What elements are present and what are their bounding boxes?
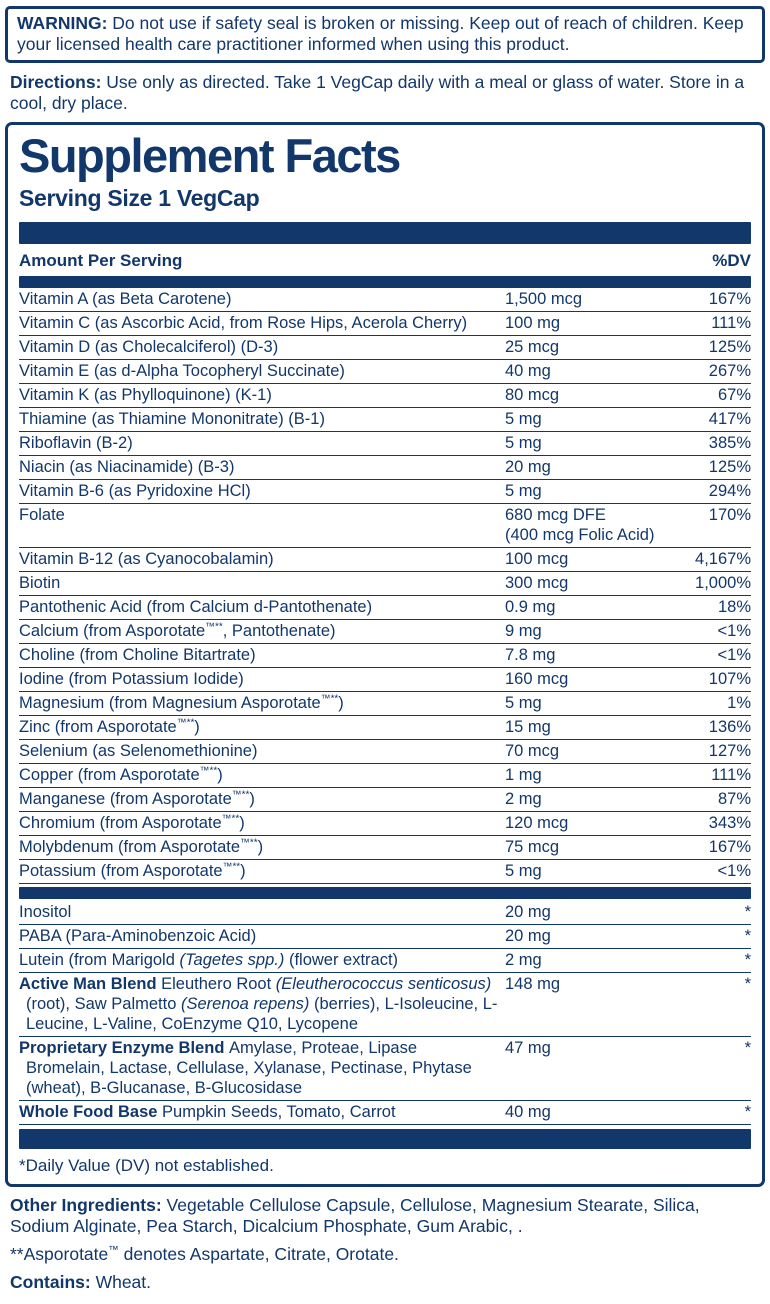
nutrient-name	[19, 926, 505, 946]
text-segment: ™**	[240, 837, 258, 849]
nutrient-amount	[505, 505, 681, 545]
nutrient-name	[19, 902, 505, 922]
supplement-facts-panel	[5, 122, 765, 1187]
nutrient-name	[19, 361, 505, 381]
table-row	[19, 596, 751, 620]
dv-label: %DV	[712, 250, 751, 270]
text-segment: )	[239, 813, 245, 832]
nutrient-dv: 167%	[708, 837, 751, 856]
text-segment: Contains:	[10, 1271, 96, 1292]
text-segment: Vitamin A (as Beta Carotene)	[19, 289, 232, 308]
text-segment: Biotin	[19, 573, 61, 592]
table-row	[19, 548, 751, 572]
nutrient-name	[19, 337, 505, 357]
asporotate-note	[10, 1244, 760, 1265]
nutrient-name	[19, 433, 505, 453]
text-segment: Vitamin B-6 (as Pyridoxine HCl)	[19, 481, 251, 500]
table-row	[19, 764, 751, 788]
text-segment: WARNING:	[17, 13, 113, 33]
nutrient-dv: 67%	[717, 385, 751, 404]
text-segment: )	[249, 789, 255, 808]
nutrient-dv: 1,000%	[695, 573, 751, 592]
nutrient-name	[19, 597, 505, 617]
text-segment: (Tagetes spp.)	[179, 950, 285, 969]
nutrient-amount	[505, 950, 681, 970]
table-row	[19, 288, 751, 312]
text-segment: PABA (Para-Aminobenzoic Acid)	[19, 926, 257, 945]
table-row	[19, 384, 751, 408]
nutrient-amount	[505, 741, 681, 761]
nutrient-name	[19, 313, 505, 333]
text-segment: ™**	[222, 861, 241, 873]
nutrient-name	[19, 289, 505, 309]
nutrient-amount	[505, 481, 681, 501]
nutrient-dv: 385%	[708, 433, 751, 452]
nutrient-name	[19, 974, 505, 1034]
table-row	[19, 740, 751, 764]
nutrient-name	[19, 549, 505, 569]
amount-line: 680 mcg DFE	[505, 505, 606, 524]
amount-line: (400 mcg Folic Acid)	[505, 525, 655, 544]
amount-line: 2 mg	[505, 789, 542, 808]
table-row	[19, 336, 751, 360]
nutrient-amount	[505, 837, 681, 857]
nutrient-dv: <1%	[717, 645, 751, 664]
nutrient-amount	[505, 289, 681, 309]
table-row	[19, 812, 751, 836]
amount-line: 300 mcg	[505, 573, 569, 592]
nutrient-dv: 267%	[708, 361, 751, 380]
nutrient-name	[19, 481, 505, 501]
table-row	[19, 860, 751, 884]
nutrient-dv: 136%	[708, 717, 751, 736]
nutrient-dv: 125%	[708, 457, 751, 476]
nutrient-dv: 127%	[708, 741, 751, 760]
text-segment: Selenium (as Selenomethionine)	[19, 741, 258, 760]
panel-title: Supplement Facts	[19, 129, 400, 182]
nutrient-name	[19, 717, 505, 737]
nutrient-dv: *	[744, 1038, 751, 1057]
text-segment: Copper (from Asporotate	[19, 765, 200, 784]
text-segment: Niacin (as Niacinamide) (B-3)	[19, 457, 235, 476]
table-row	[19, 620, 751, 644]
text-segment: Vegetable Cellulose Capsule, Cellulose, Magnesium Stearate, Silica, Sodium Alginate, Pea Starch, Dicalcium Phosphate, Gum Arabic, .	[10, 1194, 700, 1236]
amount-line: 0.9 mg	[505, 597, 556, 616]
amount-line: 20 mg	[505, 926, 551, 945]
table-row	[19, 456, 751, 480]
nutrient-name	[19, 457, 505, 477]
nutrient-amount	[505, 645, 681, 665]
text-segment: Vitamin K (as Phylloquinone) (K-1)	[19, 385, 272, 404]
nutrient-dv: <1%	[717, 861, 751, 880]
text-segment: Amylase, Proteae, Lipase Bromelain, Lactase, Cellulase, Xylanase, Pectinase, Phytase (wheat), B-Glucanase, B-Glucosidase	[26, 1038, 472, 1097]
text-segment: (berries), L-Isoleucine, L-Leucine, L-Valine, CoEnzyme Q10, Lycopene	[26, 994, 498, 1033]
amount-line: 5 mg	[505, 693, 542, 712]
nutrient-amount	[505, 902, 681, 922]
nutrient-dv: 125%	[708, 337, 751, 356]
text-segment: Potassium (from Asporotate	[19, 861, 223, 880]
text-segment: )	[194, 717, 200, 736]
nutrient-dv: 111%	[711, 765, 751, 784]
table-row	[19, 901, 751, 925]
nutrient-dv: 111%	[711, 313, 751, 332]
table-row	[19, 692, 751, 716]
nutrient-name	[19, 813, 505, 833]
table-row	[19, 432, 751, 456]
text-segment: Manganese (from Asporotate	[19, 789, 232, 808]
nutrient-name	[19, 789, 505, 809]
divider-bar-header	[19, 276, 751, 288]
warning-box	[5, 6, 765, 63]
amount-line: 160 mcg	[505, 669, 569, 688]
amount-line: 47 mg	[505, 1038, 551, 1057]
table-row	[19, 572, 751, 596]
nutrient-dv: *	[744, 974, 751, 993]
nutrient-dv: 4,167%	[695, 549, 751, 568]
other-ingredients-text	[10, 1195, 760, 1237]
table-row	[19, 504, 751, 548]
amount-line: 5 mg	[505, 409, 542, 428]
text-segment: **Asporotate	[10, 1243, 109, 1264]
text-segment: Active Man Blend	[19, 974, 162, 993]
nutrient-amount	[505, 573, 681, 593]
text-segment: Vitamin B-12 (as Cyanocobalamin)	[19, 549, 274, 568]
table-row	[19, 949, 751, 973]
nutrient-amount	[505, 813, 681, 833]
text-segment: ™**	[205, 621, 223, 633]
text-segment: Magnesium (from Magnesium Asporotate	[19, 693, 321, 712]
nutrient-dv: <1%	[717, 621, 751, 640]
nutrient-dv: 294%	[708, 481, 751, 500]
amount-line: 20 mg	[505, 457, 551, 476]
amount-line: 80 mcg	[505, 385, 560, 404]
amount-line: 70 mcg	[505, 741, 560, 760]
nutrient-name	[19, 669, 505, 689]
amount-line: 7.8 mg	[505, 645, 556, 664]
nutrient-amount	[505, 621, 681, 641]
nutrient-name	[19, 621, 505, 641]
divider-bar-bottom	[19, 1129, 751, 1149]
text-segment: ™**	[320, 693, 339, 705]
nutrient-name	[19, 950, 505, 970]
text-segment: denotes Aspartate, Citrate, Orotate.	[118, 1243, 399, 1264]
table-row	[19, 716, 751, 740]
amount-line: 5 mg	[505, 861, 542, 880]
nutrient-name	[19, 693, 505, 713]
amount-line: 1,500 mcg	[505, 289, 583, 308]
nutrient-amount	[505, 549, 681, 569]
nutrient-dv: *	[744, 1102, 751, 1121]
amount-line: 5 mg	[505, 481, 542, 500]
table-row	[19, 1037, 751, 1101]
text-segment: Whole Food Base	[19, 1102, 163, 1121]
amount-line: 100 mcg	[505, 549, 569, 568]
text-segment: Eleuthero Root	[161, 974, 276, 993]
amount-line: 148 mg	[505, 974, 561, 993]
nutrient-name	[19, 741, 505, 761]
text-segment: ™**	[221, 813, 240, 825]
nutrient-name	[19, 385, 505, 405]
directions-text	[10, 72, 760, 114]
nutrient-name	[19, 837, 505, 857]
text-segment: Vitamin D (as Cholecalciferol) (D-3)	[19, 337, 279, 356]
nutrient-dv: 170%	[708, 505, 751, 524]
amount-line: 120 mcg	[505, 813, 569, 832]
nutrient-amount	[505, 1102, 681, 1122]
nutrient-name	[19, 645, 505, 665]
amount-line: 2 mg	[505, 950, 542, 969]
nutrient-amount	[505, 597, 681, 617]
text-segment: (Eleutherococcus senticosus)	[275, 974, 492, 993]
nutrient-table	[19, 288, 751, 1125]
table-row	[19, 408, 751, 432]
nutrient-dv: 343%	[708, 813, 751, 832]
divider-bar-top	[19, 222, 751, 244]
amount-line: 15 mg	[505, 717, 551, 736]
nutrient-name	[19, 861, 505, 881]
text-segment: Riboflavin (B-2)	[19, 433, 133, 452]
amount-line: 25 mcg	[505, 337, 560, 356]
nutrient-dv: 167%	[708, 289, 751, 308]
table-header-row	[19, 247, 751, 276]
amount-line: 9 mg	[505, 621, 542, 640]
amount-line: 40 mg	[505, 1102, 551, 1121]
nutrient-amount	[505, 693, 681, 713]
amount-line: 100 mg	[505, 313, 561, 332]
nutrient-name	[19, 765, 505, 785]
text-segment: Directions:	[10, 72, 107, 92]
dv-footnote: *Daily Value (DV) not established.	[19, 1155, 274, 1175]
text-segment: Use only as directed. Take 1 VegCap daily with a meal or glass of water. Store in a cool, dry place.	[10, 72, 745, 113]
text-segment: ™**	[176, 717, 195, 729]
nutrient-dv: 87%	[717, 789, 751, 808]
text-segment: (flower extract)	[284, 950, 399, 969]
nutrient-dv: 18%	[717, 597, 751, 616]
footer-notes	[10, 1195, 760, 1293]
nutrient-dv: 1%	[727, 693, 751, 712]
table-row	[19, 925, 751, 949]
amount-line: 1 mg	[505, 765, 542, 784]
text-segment: Vitamin E (as d-Alpha Tocopheryl Succinate)	[19, 361, 345, 380]
text-segment: )	[257, 837, 264, 856]
text-segment: Molybdenum (from Asporotate	[19, 837, 241, 856]
text-segment: Do not use if safety seal is broken or missing. Keep out of reach of children. Keep your licensed health care practitioner informed when using this product.	[17, 13, 744, 54]
nutrient-amount	[505, 1038, 681, 1098]
text-segment: Wheat.	[95, 1271, 152, 1292]
nutrient-dv: *	[744, 902, 751, 921]
nutrient-name	[19, 1038, 505, 1098]
text-segment: Folate	[19, 505, 65, 524]
text-segment: Zinc (from Asporotate	[19, 717, 177, 736]
text-segment: )	[338, 693, 344, 712]
contains-text	[10, 1272, 760, 1293]
nutrient-amount	[505, 669, 681, 689]
nutrient-dv: *	[744, 950, 751, 969]
text-segment: ™**	[199, 765, 218, 777]
table-row	[19, 644, 751, 668]
nutrient-name	[19, 409, 505, 429]
nutrient-amount	[505, 457, 681, 477]
nutrient-amount	[505, 861, 681, 881]
text-segment: Pumpkin Seeds, Tomato, Carrot	[162, 1102, 396, 1121]
table-row	[19, 668, 751, 692]
nutrient-dv: *	[744, 926, 751, 945]
amount-line: 20 mg	[505, 902, 551, 921]
table-row	[19, 360, 751, 384]
text-segment: )	[217, 765, 223, 784]
text-segment: Inositol	[19, 902, 72, 921]
table-row	[19, 480, 751, 504]
nutrient-amount	[505, 409, 681, 429]
table-row	[19, 836, 751, 860]
amount-line: 40 mg	[505, 361, 551, 380]
text-segment: (Serenoa repens)	[180, 994, 310, 1013]
text-segment: Chromium (from Asporotate	[19, 813, 222, 832]
nutrient-amount	[505, 765, 681, 785]
text-segment: Proprietary Enzyme Blend	[19, 1038, 229, 1057]
text-segment: )	[240, 861, 246, 880]
nutrient-amount	[505, 789, 681, 809]
nutrient-amount	[505, 926, 681, 946]
text-segment: , Pantothenate)	[222, 621, 336, 640]
nutrient-amount	[505, 717, 681, 737]
text-segment: Calcium (from Asporotate	[19, 621, 206, 640]
text-segment: Pantothenic Acid (from Calcium d-Pantothenate)	[19, 597, 373, 616]
nutrient-amount	[505, 433, 681, 453]
nutrient-name	[19, 505, 505, 545]
nutrient-amount	[505, 361, 681, 381]
nutrient-amount	[505, 974, 681, 1034]
text-segment: Lutein (from Marigold	[19, 950, 180, 969]
nutrient-amount	[505, 337, 681, 357]
text-segment: Thiamine (as Thiamine Mononitrate) (B-1)	[19, 409, 325, 428]
text-segment: ™**	[231, 789, 250, 801]
nutrient-dv: 417%	[708, 409, 751, 428]
text-segment: (root), Saw Palmetto	[26, 994, 181, 1013]
warning-text	[17, 13, 744, 54]
text-segment: Vitamin C (as Ascorbic Acid, from Rose Hips, Acerola Cherry)	[19, 313, 468, 332]
table-row	[19, 973, 751, 1037]
table-row	[19, 312, 751, 336]
nutrient-amount	[505, 313, 681, 333]
serving-size: Serving Size 1 VegCap	[19, 184, 260, 211]
nutrient-name	[19, 573, 505, 593]
nutrient-name	[19, 1102, 505, 1122]
table-row	[19, 1101, 751, 1125]
text-segment: ™	[108, 1244, 119, 1257]
amount-line: 75 mcg	[505, 837, 560, 856]
amount-per-serving-label: Amount Per Serving	[19, 250, 183, 270]
amount-line: 5 mg	[505, 433, 542, 452]
text-segment: Iodine (from Potassium Iodide)	[19, 669, 244, 688]
text-segment: Choline (from Choline Bitartrate)	[19, 645, 256, 664]
table-row	[19, 788, 751, 812]
nutrient-dv: 107%	[708, 669, 751, 688]
section-divider-bar	[19, 887, 751, 899]
text-segment: Other Ingredients:	[10, 1194, 167, 1215]
nutrient-amount	[505, 385, 681, 405]
